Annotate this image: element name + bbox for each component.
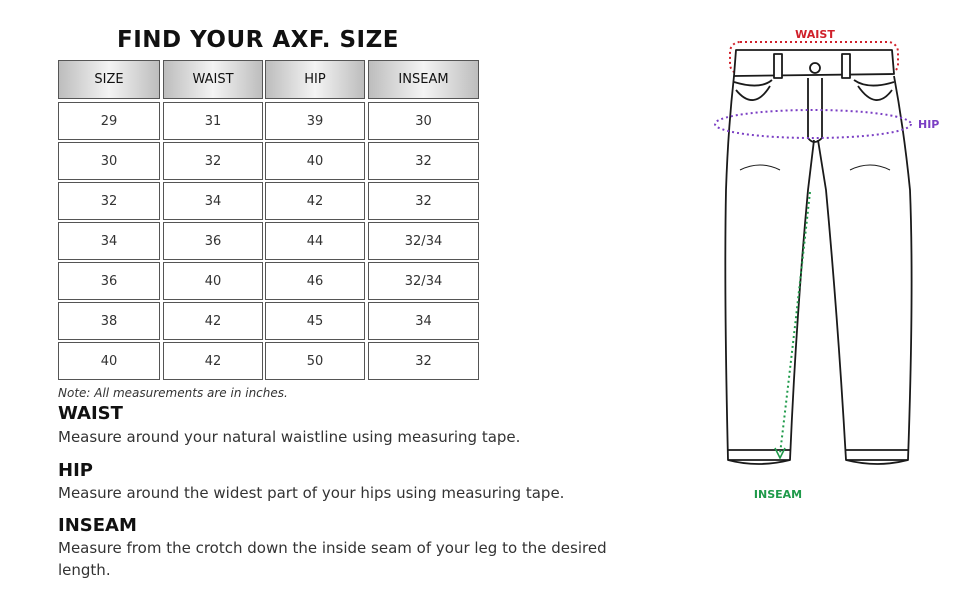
table-cell-inseam: 34	[368, 302, 479, 340]
table-cell-waist: 32	[163, 142, 263, 180]
table-cell-waist: 31	[163, 102, 263, 140]
table-cell-hip: 39	[265, 102, 365, 140]
table-cell-size: 32	[58, 182, 160, 220]
waist-description: Measure around your natural waistline using measuring tape.	[58, 428, 521, 446]
inseam-description: Measure from the crotch down the inside seam of your leg to the desired length.	[58, 539, 607, 579]
table-cell-size: 38	[58, 302, 160, 340]
hip-description: Measure around the widest part of your hips using measuring tape.	[58, 484, 565, 502]
table-cell-hip: 42	[265, 182, 365, 220]
table-cell-inseam: 32/34	[368, 262, 479, 300]
table-cell-waist: 36	[163, 222, 263, 260]
jeans-outline	[725, 50, 911, 464]
jeans-measurement-diagram	[700, 20, 960, 520]
inseam-heading: INSEAM	[58, 515, 137, 536]
table-cell-size: 34	[58, 222, 160, 260]
hip-measure-loop	[715, 110, 911, 138]
table-cell-hip: 45	[265, 302, 365, 340]
inseam-label: INSEAM	[753, 488, 803, 501]
table-cell-inseam: 32	[368, 182, 479, 220]
measurement-note: Note: All measurements are in inches.	[58, 386, 288, 400]
table-cell-inseam: 30	[368, 102, 479, 140]
table-cell-waist: 34	[163, 182, 263, 220]
table-cell-waist: 40	[163, 262, 263, 300]
waist-heading: WAIST	[58, 403, 123, 424]
header-waist: WAIST	[163, 60, 263, 99]
table-cell-hip: 46	[265, 262, 365, 300]
header-inseam: INSEAM	[368, 60, 479, 99]
table-cell-inseam: 32/34	[368, 222, 479, 260]
header-hip: HIP	[265, 60, 365, 99]
table-cell-hip: 40	[265, 142, 365, 180]
table-cell-inseam: 32	[368, 142, 479, 180]
waist-label: WAIST	[795, 28, 835, 41]
inseam-measure-line	[780, 192, 810, 454]
table-cell-inseam: 32	[368, 342, 479, 380]
table-cell-size: 30	[58, 142, 160, 180]
table-cell-size: 36	[58, 262, 160, 300]
table-cell-waist: 42	[163, 342, 263, 380]
page-title: FIND YOUR AXF. SIZE	[116, 27, 400, 53]
header-size: SIZE	[58, 60, 160, 99]
table-cell-size: 40	[58, 342, 160, 380]
hip-heading: HIP	[58, 460, 93, 481]
hip-label: HIP	[918, 118, 940, 131]
table-cell-size: 29	[58, 102, 160, 140]
table-cell-hip: 50	[265, 342, 365, 380]
table-cell-hip: 44	[265, 222, 365, 260]
table-cell-waist: 42	[163, 302, 263, 340]
